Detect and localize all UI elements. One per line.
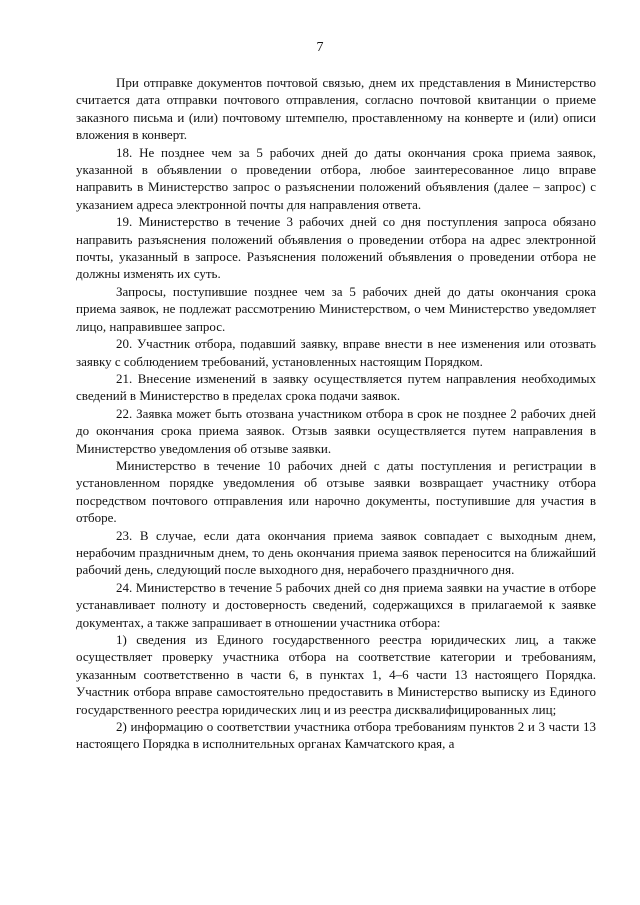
paragraph-24: 24. Министерство в течение 5 рабочих дней со дня приема заявки на участие в отборе устанавливает полноту и достоверность сведений, содержащихся в прилагаемой к заявке документах, а также запрашивает в отношении участника отбора: bbox=[76, 579, 596, 630]
paragraph-24-item-2: 2) информацию о соответствии участника отбора требованиям пунктов 2 и 3 части 13 настоящего Порядка в исполнительных органах Камчатского края, а bbox=[76, 719, 596, 752]
paragraph-20: 20. Участник отбора, подавший заявку, вправе внести в нее изменения или отозвать заявку с соблюдением требований, установленных настоящим Порядком. bbox=[76, 336, 596, 369]
paragraph-late-requests: Запросы, поступившие позднее чем за 5 рабочих дней до даты окончания срока приема заявок, не подлежат рассмотрению Министерством, о чем Министерство уведомляет лицо, направившее запрос. bbox=[76, 283, 596, 334]
paragraph-return-documents: Министерство в течение 10 рабочих дней с даты поступления и регистрации в установленном порядке уведомления об отзыве заявки возвращает участнику отбора посредством почтового отправления или нарочно документы, поступившие для участия в отборе. bbox=[76, 457, 596, 526]
paragraph-18: 18. Не позднее чем за 5 рабочих дней до даты окончания срока приема заявок, указанной в объявлении о проведении отбора, любое заинтересованное лицо вправе направить в Министерство запрос о разъяснении положений объявления (далее – запрос) с указанием адреса электронной почты для направления ответа. bbox=[76, 144, 596, 212]
paragraph-22: 22. Заявка может быть отозвана участником отбора в срок не позднее 2 рабочих дней до окончания срока приема заявок. Отзыв заявки осуществляется путем направления в Министерство уведомления об отзыве заявки. bbox=[76, 405, 596, 456]
paragraph-19: 19. Министерство в течение 3 рабочих дней со дня поступления запроса обязано направить разъяснения положений объявления о проведении отбора на адрес электронной почты, указанный в запросе. Разъяснения положений объявления о проведении отбора не должны изменять их суть. bbox=[76, 214, 596, 282]
paragraph-21: 21. Внесение изменений в заявку осуществляется путем направления необходимых сведений в Министерство в пределах срока подачи заявок. bbox=[76, 370, 596, 404]
page-number: 7 bbox=[316, 40, 324, 55]
paragraph-23: 23. В случае, если дата окончания приема заявок совпадает с выходным днем, нерабочим праздничным днем, то день окончания приема заявок переносится на ближайший рабочий день, следующий после выходного дня, нерабочего праздничного дня. bbox=[76, 527, 596, 578]
paragraph-mail-submission: При отправке документов почтовой связью, днем их представления в Министерство считается дата отправки почтового отправления, согласно почтовой квитанции о приеме заказного письма и (или) почтовому штемпелю, проставленному на конверте и (или) описи вложения в конверт. bbox=[76, 75, 596, 143]
document-body bbox=[76, 74, 596, 753]
paragraph-24-item-1: 1) сведения из Единого государственного реестра юридических лиц, а также осуществляет проверку участника отбора на соответствие категории и требованиям, указанным соответственно в части 6, в пунктах 1, 4–6 части 13 настоящего Порядка. Участник отбора вправе самостоятельно предоставить в Министерство выписку из Единого государственного реестра юридических лиц и из реестра дисквалифицированных лиц; bbox=[76, 632, 596, 717]
